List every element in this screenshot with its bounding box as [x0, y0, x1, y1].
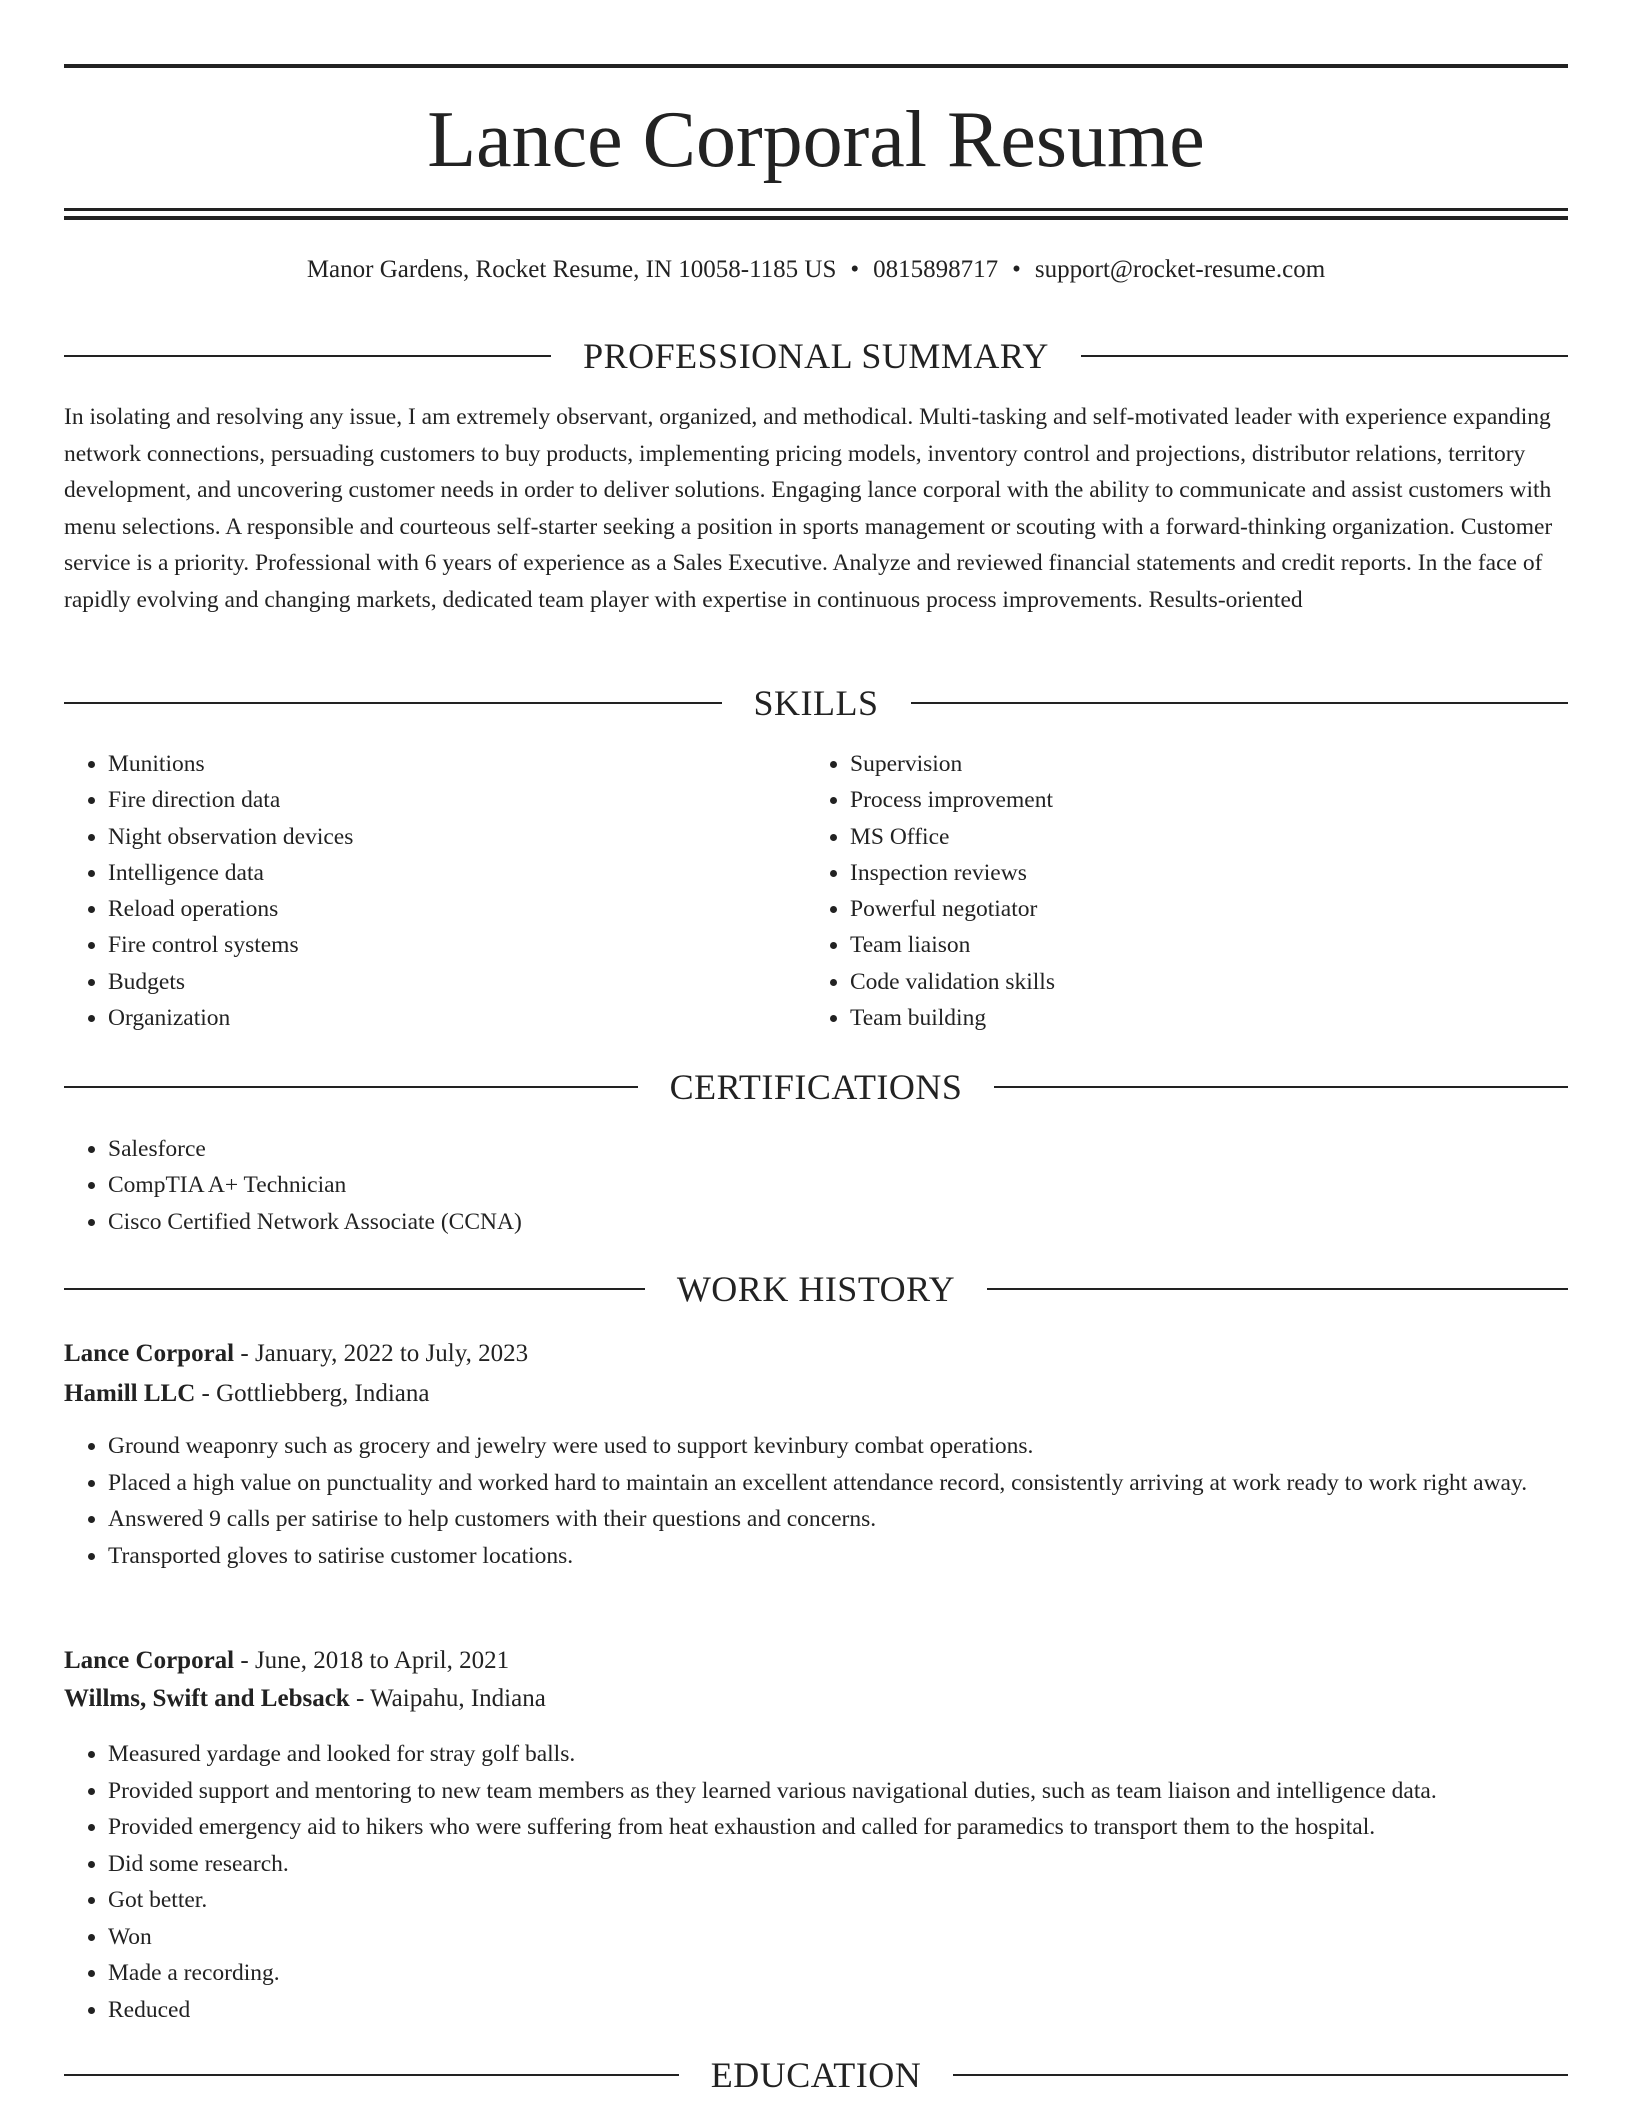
- section-rule: [64, 702, 722, 704]
- job-title-line: [64, 1643, 1568, 1679]
- job-location: - Gottliebberg, Indiana: [195, 1380, 430, 1407]
- job-bullet: • Transported gloves to satirise customer locations.: [108, 1538, 1568, 1575]
- contact-separator: •: [1012, 256, 1021, 283]
- section-header-summary: [64, 333, 1568, 379]
- section-rule: [64, 1288, 645, 1290]
- job-bullet: • Answered 9 calls per satirise to help customers with their questions and concerns.: [108, 1501, 1568, 1538]
- section-rule: [994, 1086, 1568, 1088]
- section-title: SKILLS: [753, 683, 879, 723]
- job-bullet: • Provided support and mentoring to new team members as they learned various navigational duties, such as team liaison and intelligence data.: [108, 1773, 1568, 1810]
- skills-column-left: [64, 746, 764, 1036]
- contact-address: Manor Gardens, Rocket Resume, IN 10058-1185 US: [306, 256, 837, 283]
- section-rule: [987, 1288, 1568, 1290]
- job-bullet: • Reduced: [108, 1992, 1568, 2029]
- job-dates: - June, 2018 to April, 2021: [234, 1647, 510, 1674]
- job-company-line: [64, 1681, 1568, 1717]
- resume-title: Lance Corporal Resume: [427, 96, 1205, 184]
- job-bullet: • Ground weaponry such as grocery and jewelry were used to support kevinbury combat operations.: [108, 1428, 1568, 1465]
- certification-item: • CompTIA A+ Technician: [108, 1167, 1568, 1203]
- skill-item: • Inspection reviews: [850, 855, 1506, 891]
- skill-item: • Intelligence data: [108, 855, 764, 891]
- section-rule: [911, 702, 1569, 704]
- skill-item: • Munitions: [108, 746, 764, 782]
- job-company: Willms, Swift and Lebsack: [64, 1685, 350, 1712]
- skill-item: • Fire direction data: [108, 782, 764, 818]
- section-title: WORK HISTORY: [676, 1269, 956, 1309]
- summary-text: In isolating and resolving any issue, I am extremely observant, organized, and methodical. Multi-tasking and self-motivated leader with experience expanding network connections, persuading customers to buy products, implementing pricing models, inventory control and projections, distributor relations, territory development, and uncovering customer needs in order to deliver solutions. Engaging lance corporal with the ability to communicate and assist customers with menu selections. A responsible and courteous self-starter seeking a position in sports management or scouting with a forward-thinking organization. Customer service is a priority. Professional with 6 years of experience as a Sales Executive. Analyze and reviewed financial statements and credit reports. In the face of rapidly evolving and changing markets, dedicated team player with expertise in continuous process improvements. Results-oriented: [64, 404, 1553, 613]
- section-header-work-history: [64, 1266, 1568, 1312]
- skill-item: • Night observation devices: [108, 819, 764, 855]
- skill-item: • Organization: [108, 1000, 764, 1036]
- job-bullet: • Provided emergency aid to hikers who were suffering from heat exhaustion and called for paramedics to transport them to the hospital.: [108, 1809, 1568, 1846]
- job-bullets: [64, 1428, 1568, 1574]
- title-rule-lower: [64, 216, 1568, 220]
- contact-separator: •: [850, 256, 860, 283]
- job-bullets: [64, 1736, 1568, 2028]
- section-rule: [64, 1086, 638, 1088]
- section-rule: [64, 2074, 679, 2076]
- skill-item: • Fire control systems: [108, 927, 764, 963]
- skill-item: • MS Office: [850, 819, 1506, 855]
- skill-item: • Process improvement: [850, 782, 1506, 818]
- section-rule: [1081, 355, 1568, 357]
- section-header-education: [64, 2052, 1568, 2098]
- job-title: Lance Corporal: [64, 1647, 235, 1674]
- title-rule-upper: [64, 208, 1568, 211]
- section-title: PROFESSIONAL SUMMARY: [583, 336, 1049, 376]
- section-header-skills: [64, 680, 1568, 726]
- job-company: Hamill LLC: [64, 1380, 196, 1407]
- job-dates: - January, 2022 to July, 2023: [234, 1340, 529, 1367]
- job-title-line: [64, 1336, 1568, 1372]
- contact-email: support@rocket-resume.com: [1034, 256, 1326, 283]
- section-header-certifications: [64, 1064, 1568, 1110]
- contact-phone: 0815898717: [873, 256, 999, 283]
- job-company-line: [64, 1376, 1568, 1412]
- certification-item: • Cisco Certified Network Associate (CCNA): [108, 1204, 1568, 1240]
- top-rule: [64, 64, 1568, 68]
- skill-item: • Team building: [850, 1000, 1506, 1036]
- skill-item: • Reload operations: [108, 891, 764, 927]
- skill-item: • Budgets: [108, 964, 764, 1000]
- skill-item: • Team liaison: [850, 927, 1506, 963]
- job-bullet: • Got better.: [108, 1882, 1568, 1919]
- certifications-list: [64, 1131, 1568, 1240]
- section-rule: [953, 2074, 1568, 2076]
- job-bullet: • Won: [108, 1919, 1568, 1956]
- contact-line: [64, 252, 1568, 288]
- job-location: - Waipahu, Indiana: [349, 1685, 546, 1712]
- section-title: CERTIFICATIONS: [669, 1067, 963, 1107]
- job-bullet: • Measured yardage and looked for stray golf balls.: [108, 1736, 1568, 1773]
- section-rule: [64, 355, 551, 357]
- section-title: EDUCATION: [710, 2055, 922, 2095]
- skills-column-right: [806, 746, 1506, 1036]
- skill-item: • Code validation skills: [850, 964, 1506, 1000]
- job-bullet: • Did some research.: [108, 1846, 1568, 1883]
- certification-item: • Salesforce: [108, 1131, 1568, 1167]
- skill-item: • Powerful negotiator: [850, 891, 1506, 927]
- skill-item: • Supervision: [850, 746, 1506, 782]
- job-title: Lance Corporal: [64, 1340, 235, 1367]
- job-bullet: • Made a recording.: [108, 1955, 1568, 1992]
- job-bullet: • Placed a high value on punctuality and worked hard to maintain an excellent attendance record, consistently arriving at work ready to work right away.: [108, 1465, 1568, 1502]
